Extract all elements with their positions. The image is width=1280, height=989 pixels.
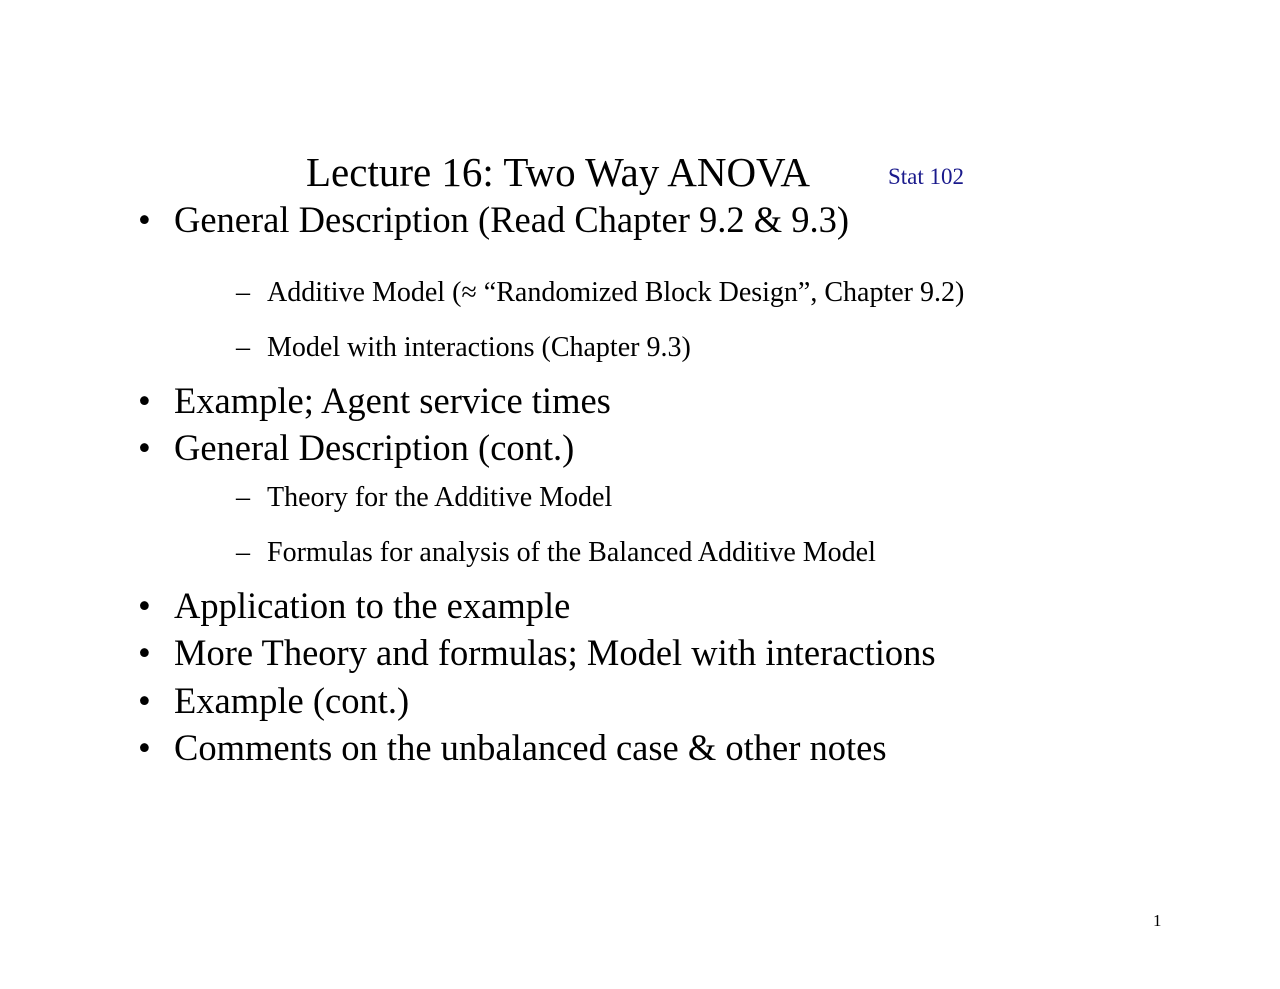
outline-item-text: Example (cont.) bbox=[174, 680, 410, 721]
bullet-icon: • bbox=[138, 680, 151, 721]
outline-item-example-cont bbox=[138, 678, 409, 724]
outline-subitem-text: Theory for the Additive Model bbox=[267, 482, 613, 513]
outline-item-text: General Description (Read Chapter 9.2 & 9.3) bbox=[174, 199, 850, 240]
outline-item-text: More Theory and formulas; Model with interactions bbox=[174, 632, 936, 673]
dash-icon: – bbox=[236, 332, 250, 363]
outline-item-text: General Description (cont.) bbox=[174, 427, 575, 468]
outline-subitem-text: Model with interactions (Chapter 9.3) bbox=[267, 332, 691, 363]
bullet-icon: • bbox=[138, 380, 151, 421]
outline-subitem-additive-model bbox=[236, 275, 964, 311]
dash-icon: – bbox=[236, 277, 250, 308]
outline-subitem-text: Additive Model (≈ “Randomized Block Design”, Chapter 9.2) bbox=[267, 277, 965, 308]
outline-item-general-description bbox=[138, 197, 849, 243]
outline-item-general-description-cont bbox=[138, 425, 574, 471]
dash-icon: – bbox=[236, 482, 250, 513]
outline-item-comments bbox=[138, 725, 887, 771]
outline-item-text: Example; Agent service times bbox=[174, 380, 611, 421]
bullet-icon: • bbox=[138, 727, 151, 768]
page-number: 1 bbox=[1153, 911, 1162, 930]
outline-subitem-formulas bbox=[236, 535, 876, 571]
dash-icon: – bbox=[236, 537, 250, 568]
slide-title: Lecture 16: Two Way ANOVA bbox=[306, 149, 810, 195]
outline-item-text: Application to the example bbox=[174, 585, 571, 626]
outline-subitem-theory bbox=[236, 480, 612, 516]
bullet-icon: • bbox=[138, 199, 151, 240]
course-label: Stat 102 bbox=[888, 164, 965, 189]
outline-item-text: Comments on the unbalanced case & other notes bbox=[174, 727, 887, 768]
outline-subitem-interactions-model bbox=[236, 330, 691, 366]
outline-item-more-theory bbox=[138, 630, 936, 676]
outline-item-example bbox=[138, 378, 611, 424]
bullet-icon: • bbox=[138, 427, 151, 468]
bullet-icon: • bbox=[138, 632, 151, 673]
bullet-icon: • bbox=[138, 585, 151, 626]
outline-subitem-text: Formulas for analysis of the Balanced Additive Model bbox=[267, 537, 876, 568]
outline-item-application bbox=[138, 583, 570, 629]
